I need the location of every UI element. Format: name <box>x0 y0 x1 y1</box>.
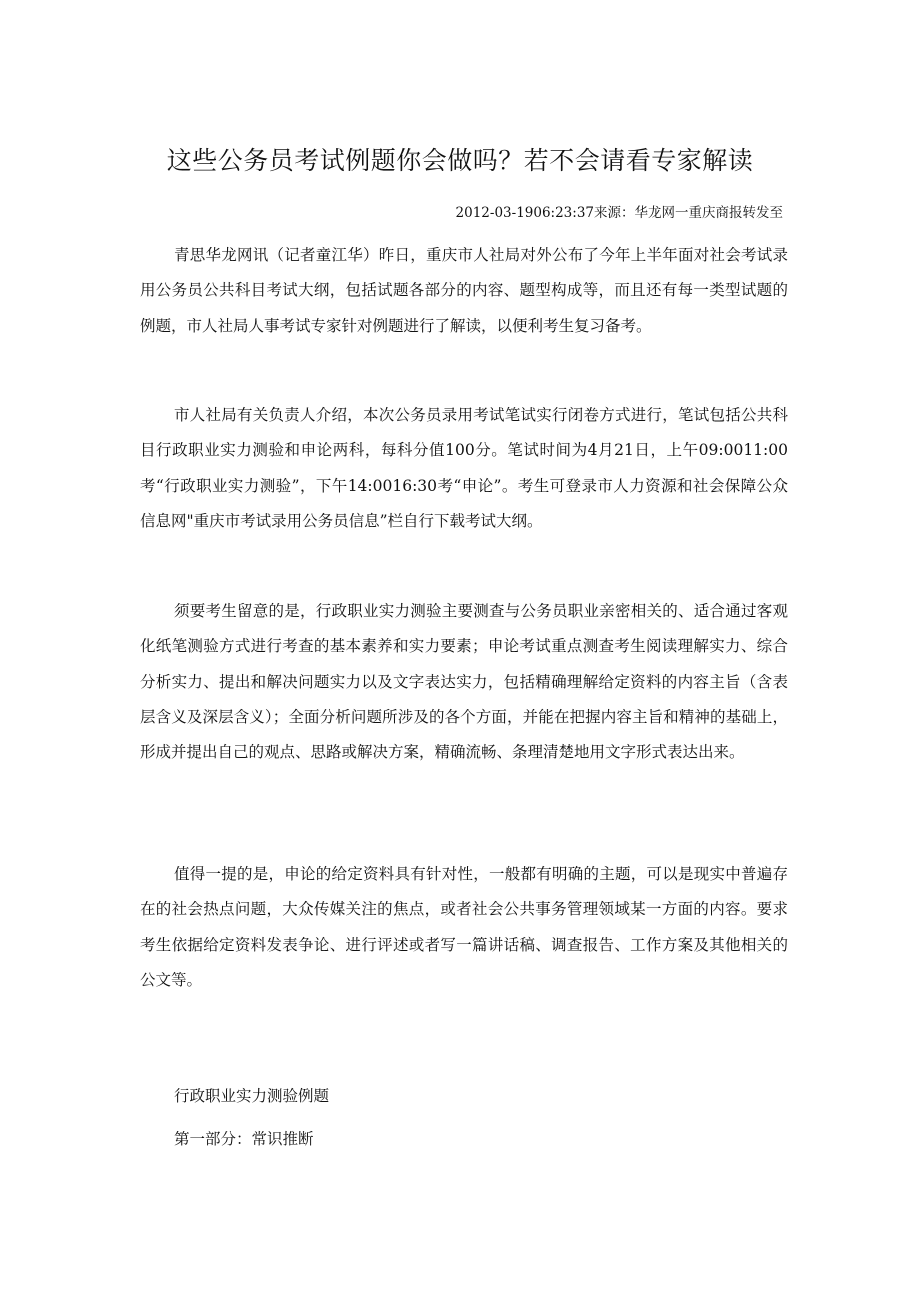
article-title: 这些公务员考试例题你会做吗？若不会请看专家解读 <box>166 146 754 175</box>
paragraph-4: 值得一提的是，申论的给定资料具有针对性，一般都有明确的主题，可以是现实中普遍存在的社会热点问题，大众传媒关注的焦点，或者社会公共事务管理领域某一方面的内容。要求考生依据给定资料发表争论、进行评述或者写一篇讲话稿、调查报告、工作方案及其他相关的公文等。 <box>140 865 788 989</box>
paragraph-3: 须要考生留意的是，行政职业实力测验主要测查与公务员职业亲密相关的、适合通过客观化纸笔测验方式进行考查的基本素养和实力要素；申论考试重点测查考生阅读理解实力、综合分析实力、提出和解决问题实力以及文字表达实力，包括精确理解给定资料的内容主旨（含表层含义及深层含义）；全面分析问题所涉及的各个方面，并能在把握内容主旨和精神的基础上，形成并提出自己的观点、思路或解决方案，精确流畅、条理清楚地用文字形式表达出来。 <box>140 602 788 762</box>
article-meta: 2012-03-1906:23:37来源：华龙网一重庆商报转发至 <box>455 205 783 221</box>
section-heading: 行政职业实力测验例题 <box>174 1087 330 1105</box>
paragraph-2: 市人社局有关负责人介绍，本次公务员录用考试笔试实行闭卷方式进行，笔试包括公共科目行政职业实力测验和申论两科，每科分值100分。笔试时间为4月21日，上午09:0011:00考“行政职业实力测验”，下午14:0016:30考“申论”。考生可登录市人力资源和社会保障公众信息网"重庆市考试录用公务员信息”栏自行下载考试大纲。 <box>140 406 788 530</box>
paragraph-1: 青思华龙网讯（记者童江华）昨日，重庆市人社局对外公布了今年上半年面对社会考试录用公务员公共科目考试大纲，包括试题各部分的内容、题型构成等，而且还有每一类型试题的例题，市人社局人事考试专家针对例题进行了解读，以便利考生复习备考。 <box>140 246 788 335</box>
subsection-heading: 第一部分：常识推断 <box>174 1130 314 1148</box>
